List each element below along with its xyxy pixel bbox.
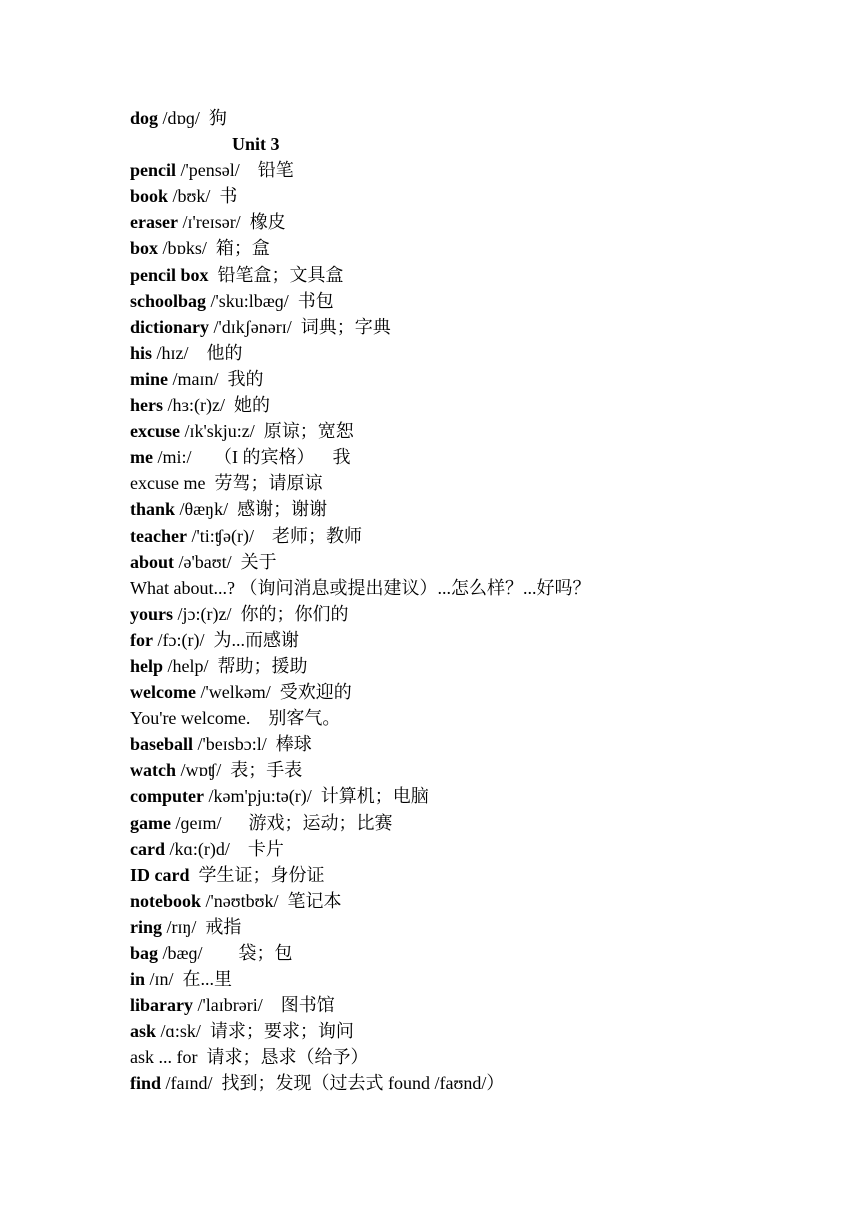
vocab-entry-teacher — [130, 523, 830, 549]
vocab-definition: /bʊk/ 书 — [168, 186, 238, 207]
vocab-word: schoolbag — [130, 290, 207, 311]
vocab-word: his — [130, 342, 153, 363]
vocab-word: for — [130, 629, 153, 650]
vocab-entry-about — [130, 549, 830, 575]
vocab-word: book — [130, 186, 169, 207]
vocab-word: thank — [130, 499, 176, 520]
vocab-word: hers — [130, 395, 163, 416]
unit-heading: Unit 3 — [232, 134, 280, 155]
vocab-word: computer — [130, 786, 204, 807]
vocab-word: ID card — [130, 864, 190, 885]
vocab-word: watch — [130, 760, 176, 781]
vocab-entry-libarary — [130, 992, 830, 1018]
vocab-definition: /kɑ:(r)d/ 卡片 — [165, 838, 284, 859]
vocab-entry-box — [130, 235, 830, 261]
vocab-word: dictionary — [130, 316, 209, 337]
vocab-entry-dog — [130, 105, 830, 131]
vocab-entry-hers — [130, 392, 830, 418]
vocab-entry-computer — [130, 783, 830, 809]
vocab-phrase-youre-welcome — [130, 705, 830, 731]
vocab-entry-book — [130, 183, 830, 209]
vocab-entry-in — [130, 966, 830, 992]
vocab-word: yours — [130, 603, 174, 624]
vocab-definition: /'sku:lbæɡ/ 书包 — [206, 290, 334, 311]
vocab-definition: ask ... for 请求；恳求（给予） — [130, 1047, 369, 1068]
vocab-definition: /hɜ:(r)z/ 她的 — [163, 395, 271, 416]
vocab-entry-thank — [130, 496, 830, 522]
vocabulary-page — [130, 105, 830, 1097]
vocab-word: notebook — [130, 890, 202, 911]
vocab-entry-eraser — [130, 209, 830, 235]
vocab-entry-baseball — [130, 731, 830, 757]
vocab-definition: /ɪn/ 在...里 — [145, 969, 233, 990]
vocab-definition: /wɒʧ/ 表；手表 — [176, 760, 303, 781]
vocab-definition: /mi:/ （I 的宾格） 我 — [152, 447, 351, 468]
vocab-definition: /ɪk'skju:z/ 原谅；宽恕 — [179, 421, 354, 442]
vocab-definition: /'dɪkʃənərɪ/ 词典；字典 — [209, 316, 391, 337]
vocab-word: dog — [130, 108, 159, 128]
vocab-word: baseball — [130, 734, 194, 755]
vocab-entry-mine — [130, 366, 830, 392]
vocab-phrase-excuse-me — [130, 470, 830, 496]
vocab-definition: You're welcome. 别客气。 — [130, 708, 341, 729]
vocab-definition: /ɑ:sk/ 请求；要求；询问 — [156, 1021, 354, 1042]
vocab-definition: /hɪz/ 他的 — [152, 342, 243, 363]
vocab-word: bag — [130, 943, 159, 963]
vocab-entry-schoolbag — [130, 288, 830, 314]
vocab-definition: /'laɪbrəri/ 图书馆 — [193, 995, 335, 1016]
vocab-word: help — [130, 655, 164, 676]
vocab-definition: /ɪ'reɪsər/ 橡皮 — [177, 212, 286, 233]
vocab-entry-watch — [130, 757, 830, 783]
vocab-definition: /θæŋk/ 感谢；谢谢 — [175, 499, 328, 520]
vocab-definition: /jɔ:(r)z/ 你的；你们的 — [173, 603, 349, 624]
vocab-entry-excuse — [130, 418, 830, 444]
vocab-word: pencil — [130, 160, 177, 181]
vocab-entry-ask — [130, 1018, 830, 1044]
vocab-definition: /'beɪsbɔ:l/ 棒球 — [193, 734, 312, 755]
vocab-entry-me — [130, 444, 830, 470]
vocab-definition: /fɔ:(r)/ 为...而感谢 — [152, 629, 299, 650]
vocab-entry-pencil — [130, 157, 830, 183]
vocab-phrase-ask-for — [130, 1044, 830, 1070]
vocab-entry-card — [130, 836, 830, 862]
vocab-definition: excuse me 劳驾；请原谅 — [130, 473, 323, 494]
vocab-definition: 铅笔盒；文具盒 — [208, 264, 344, 285]
vocab-entry-game — [130, 810, 830, 836]
vocab-definition: /'welkəm/ 受欢迎的 — [195, 682, 352, 703]
vocab-entry-his — [130, 340, 830, 366]
vocab-word: eraser — [130, 212, 178, 233]
vocab-word: in — [130, 969, 146, 990]
vocab-word: box — [130, 238, 159, 259]
vocab-word: ring — [130, 916, 163, 937]
vocab-definition: What about...? （询问消息或提出建议）...怎么样？...好吗？ — [130, 577, 591, 598]
vocab-word: welcome — [130, 682, 196, 703]
vocab-entry-help — [130, 653, 830, 679]
vocab-definition: /ə'baʊt/ 关于 — [174, 551, 277, 572]
vocab-word: me — [130, 447, 153, 468]
vocab-definition: /dɒɡ/ 狗 — [158, 108, 227, 128]
vocab-definition: /'ti:ʧə(r)/ 老师；教师 — [186, 525, 362, 546]
vocab-word: about — [130, 551, 175, 572]
vocab-definition: /maɪn/ 我的 — [168, 368, 264, 389]
vocab-definition: /bæɡ/ 袋；包 — [158, 943, 293, 963]
vocab-definition: /kəm'pju:tə(r)/ 计算机；电脑 — [203, 786, 429, 807]
vocab-definition: /'pensəl/ 铅笔 — [176, 160, 294, 181]
vocab-word: mine — [130, 368, 168, 389]
vocab-word: teacher — [130, 525, 187, 546]
vocab-definition: /rɪŋ/ 戒指 — [162, 916, 242, 937]
vocab-entry-bag — [130, 940, 830, 966]
vocab-phrase-what-about — [130, 575, 830, 601]
vocab-word: pencil box — [130, 264, 209, 285]
vocab-entry-welcome — [130, 679, 830, 705]
vocab-definition: /help/ 帮助；援助 — [163, 655, 308, 676]
vocab-word: card — [130, 838, 165, 859]
vocab-entry-pencil-box — [130, 262, 830, 288]
vocab-definition: /'nəʊtbʊk/ 笔记本 — [201, 890, 342, 911]
vocab-entry-find — [130, 1070, 830, 1096]
vocab-entry-dictionary — [130, 314, 830, 340]
vocab-entry-id-card — [130, 862, 830, 888]
vocab-definition: /bɒks/ 箱；盒 — [158, 238, 270, 259]
vocab-word: libarary — [130, 995, 193, 1016]
vocab-definition: /ɡeɪm/ 游戏；运动；比赛 — [170, 812, 393, 833]
vocab-word: excuse — [130, 421, 180, 442]
vocab-definition: 学生证；身份证 — [189, 864, 325, 885]
vocab-entry-for — [130, 627, 830, 653]
vocab-word: find — [130, 1073, 162, 1094]
vocab-entry-yours — [130, 601, 830, 627]
vocab-entry-notebook — [130, 888, 830, 914]
vocab-definition: /faɪnd/ 找到；发现（过去式 found /faʊnd/） — [161, 1073, 505, 1094]
vocab-word: game — [130, 812, 171, 833]
vocab-entry-ring — [130, 914, 830, 940]
vocab-word: ask — [130, 1021, 157, 1042]
